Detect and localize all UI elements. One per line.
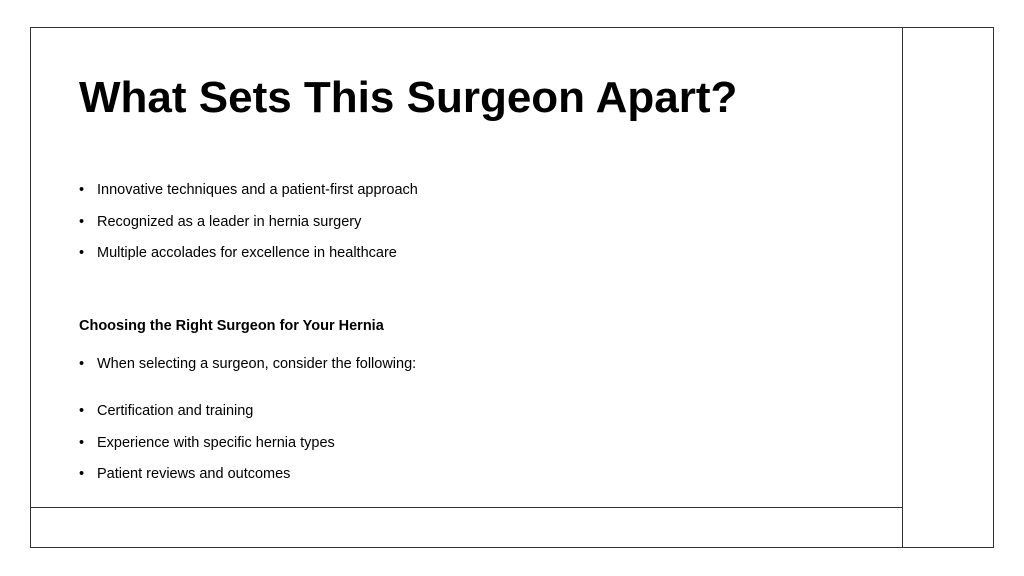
bullet-icon: •: [79, 403, 85, 419]
bullet-icon: •: [79, 245, 85, 261]
list-item-text: When selecting a surgeon, consider the following:: [97, 356, 417, 372]
list-item: [79, 182, 418, 199]
list-item: [79, 356, 416, 373]
section-heading: Choosing the Right Surgeon for Your Hernia: [79, 318, 384, 334]
bullet-icon: •: [79, 434, 85, 451]
bullet-icon: •: [79, 182, 85, 198]
section-lead-list: [79, 356, 416, 373]
list-item-text: Innovative techniques and a patient-first approach: [97, 182, 418, 198]
frame-right-border: [993, 27, 994, 548]
intro-bullet-list: [79, 182, 418, 277]
bullet-icon: •: [79, 356, 85, 372]
list-item-text: Recognized as a leader in hernia surgery: [97, 213, 362, 230]
list-item-text: Multiple accolades for excellence in healthcare: [97, 245, 397, 261]
frame-left-border: [30, 27, 31, 548]
slide-title: What Sets This Surgeon Apart?: [79, 73, 738, 122]
bullet-icon: •: [79, 213, 85, 230]
list-item: [79, 466, 335, 483]
frame-top-border: [30, 27, 994, 28]
frame-footer-divider: [30, 507, 903, 508]
criteria-bullet-list: [79, 403, 335, 498]
list-item-text: Certification and training: [97, 403, 254, 419]
frame-column-divider: [902, 27, 903, 548]
list-item-text: Patient reviews and outcomes: [97, 466, 291, 482]
list-item: [79, 435, 335, 452]
bullet-icon: •: [79, 466, 85, 482]
list-item-text: Experience with specific hernia types: [97, 434, 335, 451]
list-item: [79, 245, 418, 262]
list-item: [79, 214, 418, 231]
frame-bottom-border: [30, 547, 994, 548]
list-item: [79, 403, 335, 420]
